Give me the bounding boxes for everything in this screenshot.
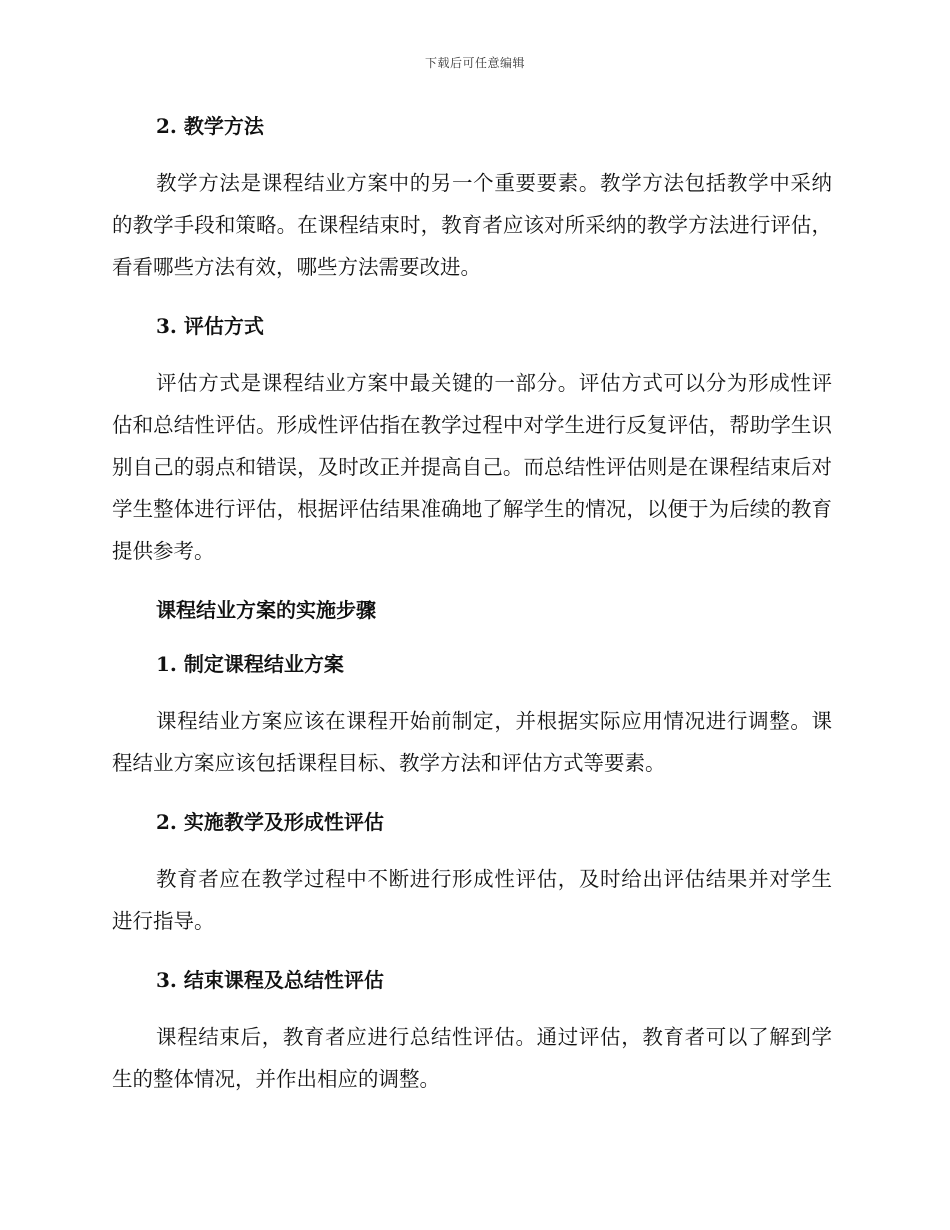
section-heading-teaching-methods: 2. 教学方法 — [156, 114, 264, 138]
paragraph-step-3: 课程结束后，教育者应进行总结性评估。通过评估，教育者可以了解到学生的整体情况，并作出相应的调整。 — [112, 1025, 832, 1091]
section-heading-assessment-methods: 3. 评估方式 — [156, 314, 264, 338]
document-body — [112, 110, 832, 1100]
paragraph-teaching-methods: 教学方法是课程结业方案中的另一个重要要素。教学方法包括教学中采纳的教学手段和策略。在课程结束时，教育者应该对所采纳的教学方法进行评估，看看哪些方法有效，哪些方法需要改进。 — [112, 171, 832, 279]
paragraph-step-2: 教育者应在教学过程中不断进行形成性评估，及时给出评估结果并对学生进行指导。 — [112, 867, 832, 933]
paragraph-assessment-methods: 评估方式是课程结业方案中最关键的一部分。评估方式可以分为形成性评估和总结性评估。形成性评估指在教学过程中对学生进行反复评估，帮助学生识别自己的弱点和错误，及时改正并提高自己。而总结性评估则是在课程结束后对学生整体进行评估，根据评估结果准确地了解学生的情况，以便于为后续的教育提供参考。 — [112, 371, 832, 563]
paragraph-step-1: 课程结业方案应该在课程开始前制定，并根据实际应用情况进行调整。课程结业方案应该包括课程目标、教学方法和评估方式等要素。 — [112, 709, 832, 775]
step-heading-1: 1. 制定课程结业方案 — [156, 652, 344, 676]
step-heading-3: 3. 结束课程及总结性评估 — [156, 968, 384, 992]
header-note: 下载后可任意编辑 — [424, 56, 525, 70]
section-heading-implementation-steps: 课程结业方案的实施步骤 — [156, 598, 376, 622]
step-heading-2: 2. 实施教学及形成性评估 — [156, 810, 384, 834]
